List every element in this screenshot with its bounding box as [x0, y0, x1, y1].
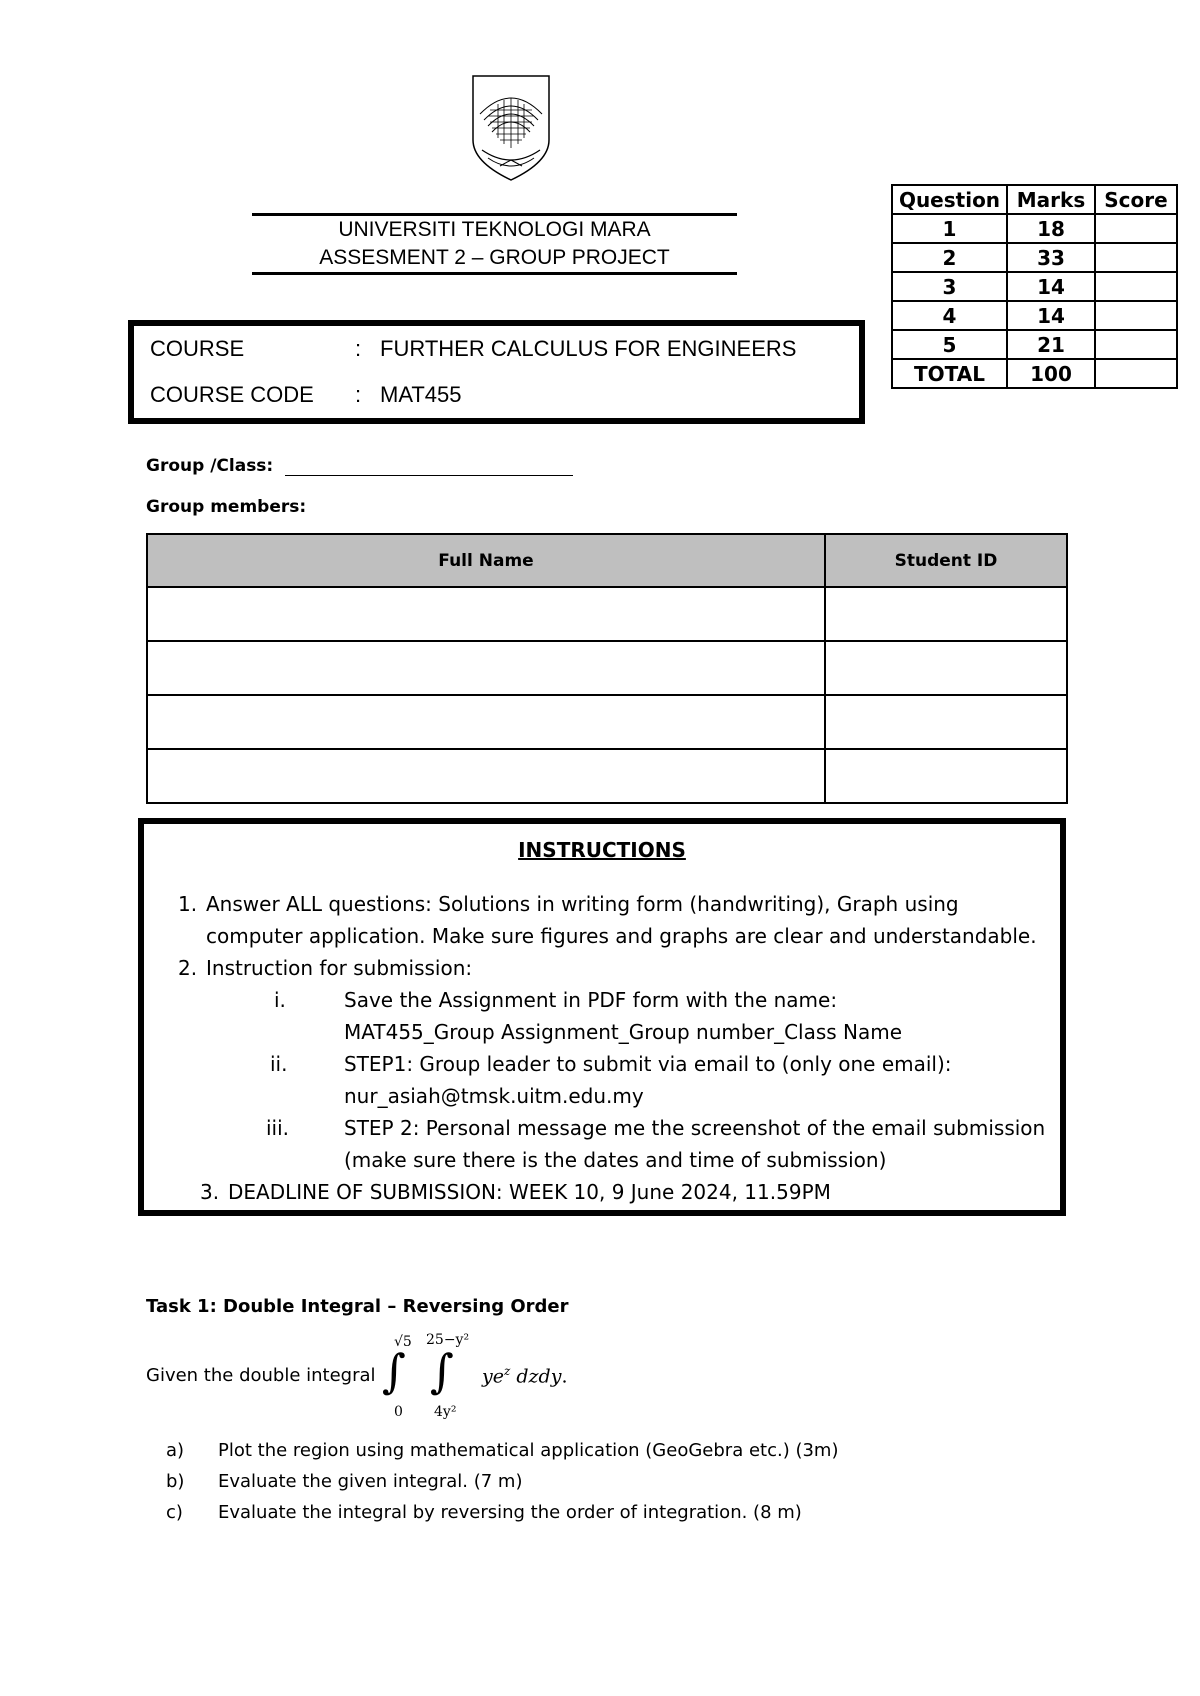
marks-question-cell: 1 [892, 214, 1007, 243]
assessment-title: ASSESMENT 2 – GROUP PROJECT [319, 246, 670, 269]
group-class-label: Group /Class: [146, 456, 274, 476]
sub-item-numeral: iii. [266, 1116, 290, 1140]
item-number: 3. [200, 1180, 220, 1204]
differentials: dzdy [516, 1365, 562, 1388]
member-row [147, 641, 1067, 695]
member-name-cell[interactable] [147, 749, 825, 803]
outer-integral-sign-icon: ∫ [382, 1344, 406, 1398]
given-text: Given the double integral [146, 1365, 376, 1386]
double-integral-expression [378, 1332, 588, 1422]
course-code-separator: : [355, 382, 362, 407]
integrand-exponent: z [503, 1364, 511, 1378]
group-class-field [146, 456, 573, 476]
marks-row [892, 330, 1177, 359]
part-text: Evaluate the given integral. (7 m) [218, 1471, 523, 1492]
instructions-title: INSTRUCTIONS [518, 838, 686, 862]
marks-header-question: Question [892, 185, 1007, 214]
member-id-cell[interactable] [825, 695, 1067, 749]
members-header-row [147, 534, 1067, 587]
integrand [482, 1364, 567, 1387]
marks-row [892, 272, 1177, 301]
header-top-rule [252, 213, 737, 216]
marks-value-cell: 33 [1007, 243, 1095, 272]
sub-item-numeral: i. [274, 988, 286, 1012]
item-number: 1. [178, 892, 198, 916]
part-letter: a) [166, 1440, 185, 1461]
marks-value-cell: 14 [1007, 301, 1095, 330]
group-class-blank[interactable] [285, 457, 573, 476]
marks-score-cell[interactable] [1095, 243, 1177, 272]
deadline-instruction: DEADLINE OF SUBMISSION: WEEK 10, 9 June 2024, 11.59PM [228, 1180, 831, 1204]
marks-score-cell[interactable] [1095, 214, 1177, 243]
members-table [146, 533, 1068, 804]
marks-table [891, 184, 1178, 389]
marks-score-cell[interactable] [1095, 272, 1177, 301]
course-code-label: COURSE CODE [150, 382, 314, 407]
member-id-cell[interactable] [825, 641, 1067, 695]
member-row [147, 749, 1067, 803]
outer-lower-limit: 0 [394, 1404, 403, 1420]
student-id-header: Student ID [825, 534, 1067, 587]
marks-question-cell: 4 [892, 301, 1007, 330]
university-logo-icon [468, 74, 554, 182]
group-members-label: Group members: [146, 497, 307, 517]
marks-score-cell[interactable] [1095, 330, 1177, 359]
marks-header-row [892, 185, 1177, 214]
marks-question-cell: 5 [892, 330, 1007, 359]
inner-upper-limit: 25−y² [426, 1332, 470, 1348]
marks-score-cell[interactable] [1095, 301, 1177, 330]
sub-instruction-iii-line-1: STEP 2: Personal message me the screenshot of the email submission [344, 1116, 1046, 1140]
member-name-cell[interactable] [147, 587, 825, 641]
marks-row [892, 301, 1177, 330]
marks-total-value: 100 [1007, 359, 1095, 388]
instruction-1-line-2: computer application. Make sure figures and graphs are clear and understandable. [206, 924, 1037, 948]
part-text: Plot the region using mathematical application (GeoGebra etc.) (3m) [218, 1440, 839, 1461]
sub-instruction-ii-line-1: STEP1: Group leader to submit via email to (only one email): [344, 1052, 952, 1076]
header-bottom-rule [252, 272, 737, 275]
inner-integral-sign-icon: ∫ [430, 1344, 454, 1398]
expression-period: . [561, 1365, 568, 1388]
inner-lower-limit: 4y² [434, 1404, 457, 1420]
marks-total-label: TOTAL [892, 359, 1007, 388]
marks-value-cell: 14 [1007, 272, 1095, 301]
member-row [147, 587, 1067, 641]
instruction-1-line-1: Answer ALL questions: Solutions in writing form (handwriting), Graph using [206, 892, 959, 916]
marks-row [892, 214, 1177, 243]
outer-upper-limit: √5 [394, 1334, 412, 1350]
instructions-box [138, 818, 1066, 1216]
member-id-cell[interactable] [825, 587, 1067, 641]
university-name: UNIVERSITI TEKNOLOGI MARA [338, 218, 651, 241]
marks-total-row [892, 359, 1177, 388]
full-name-header: Full Name [147, 534, 825, 587]
integrand-base: ye [482, 1365, 504, 1388]
sub-instruction-i-line-1: Save the Assignment in PDF form with the name: [344, 988, 838, 1012]
sub-instruction-iii-line-2: (make sure there is the dates and time of submission) [344, 1148, 887, 1172]
sub-item-numeral: ii. [270, 1052, 288, 1076]
part-text: Evaluate the integral by reversing the order of integration. (8 m) [218, 1502, 802, 1523]
instruction-2: Instruction for submission: [206, 956, 473, 980]
marks-value-cell: 21 [1007, 330, 1095, 359]
item-number: 2. [178, 956, 198, 980]
part-letter: b) [166, 1471, 185, 1492]
marks-total-score-cell[interactable] [1095, 359, 1177, 388]
task-1-title: Task 1: Double Integral – Reversing Order [146, 1296, 569, 1317]
member-name-cell[interactable] [147, 695, 825, 749]
member-row [147, 695, 1067, 749]
submission-email[interactable]: nur_asiah@tmsk.uitm.edu.my [344, 1084, 644, 1108]
marks-row [892, 243, 1177, 272]
course-info-box [128, 320, 865, 424]
marks-question-cell: 2 [892, 243, 1007, 272]
course-label: COURSE [150, 336, 245, 361]
marks-question-cell: 3 [892, 272, 1007, 301]
member-id-cell[interactable] [825, 749, 1067, 803]
sub-instruction-i-line-2: MAT455_Group Assignment_Group number_Class Name [344, 1020, 903, 1044]
course-separator: : [355, 336, 362, 361]
marks-value-cell: 18 [1007, 214, 1095, 243]
marks-header-marks: Marks [1007, 185, 1095, 214]
course-name: FURTHER CALCULUS FOR ENGINEERS [380, 336, 797, 361]
course-code-value: MAT455 [380, 382, 462, 407]
marks-header-score: Score [1095, 185, 1177, 214]
part-letter: c) [166, 1502, 183, 1523]
member-name-cell[interactable] [147, 641, 825, 695]
